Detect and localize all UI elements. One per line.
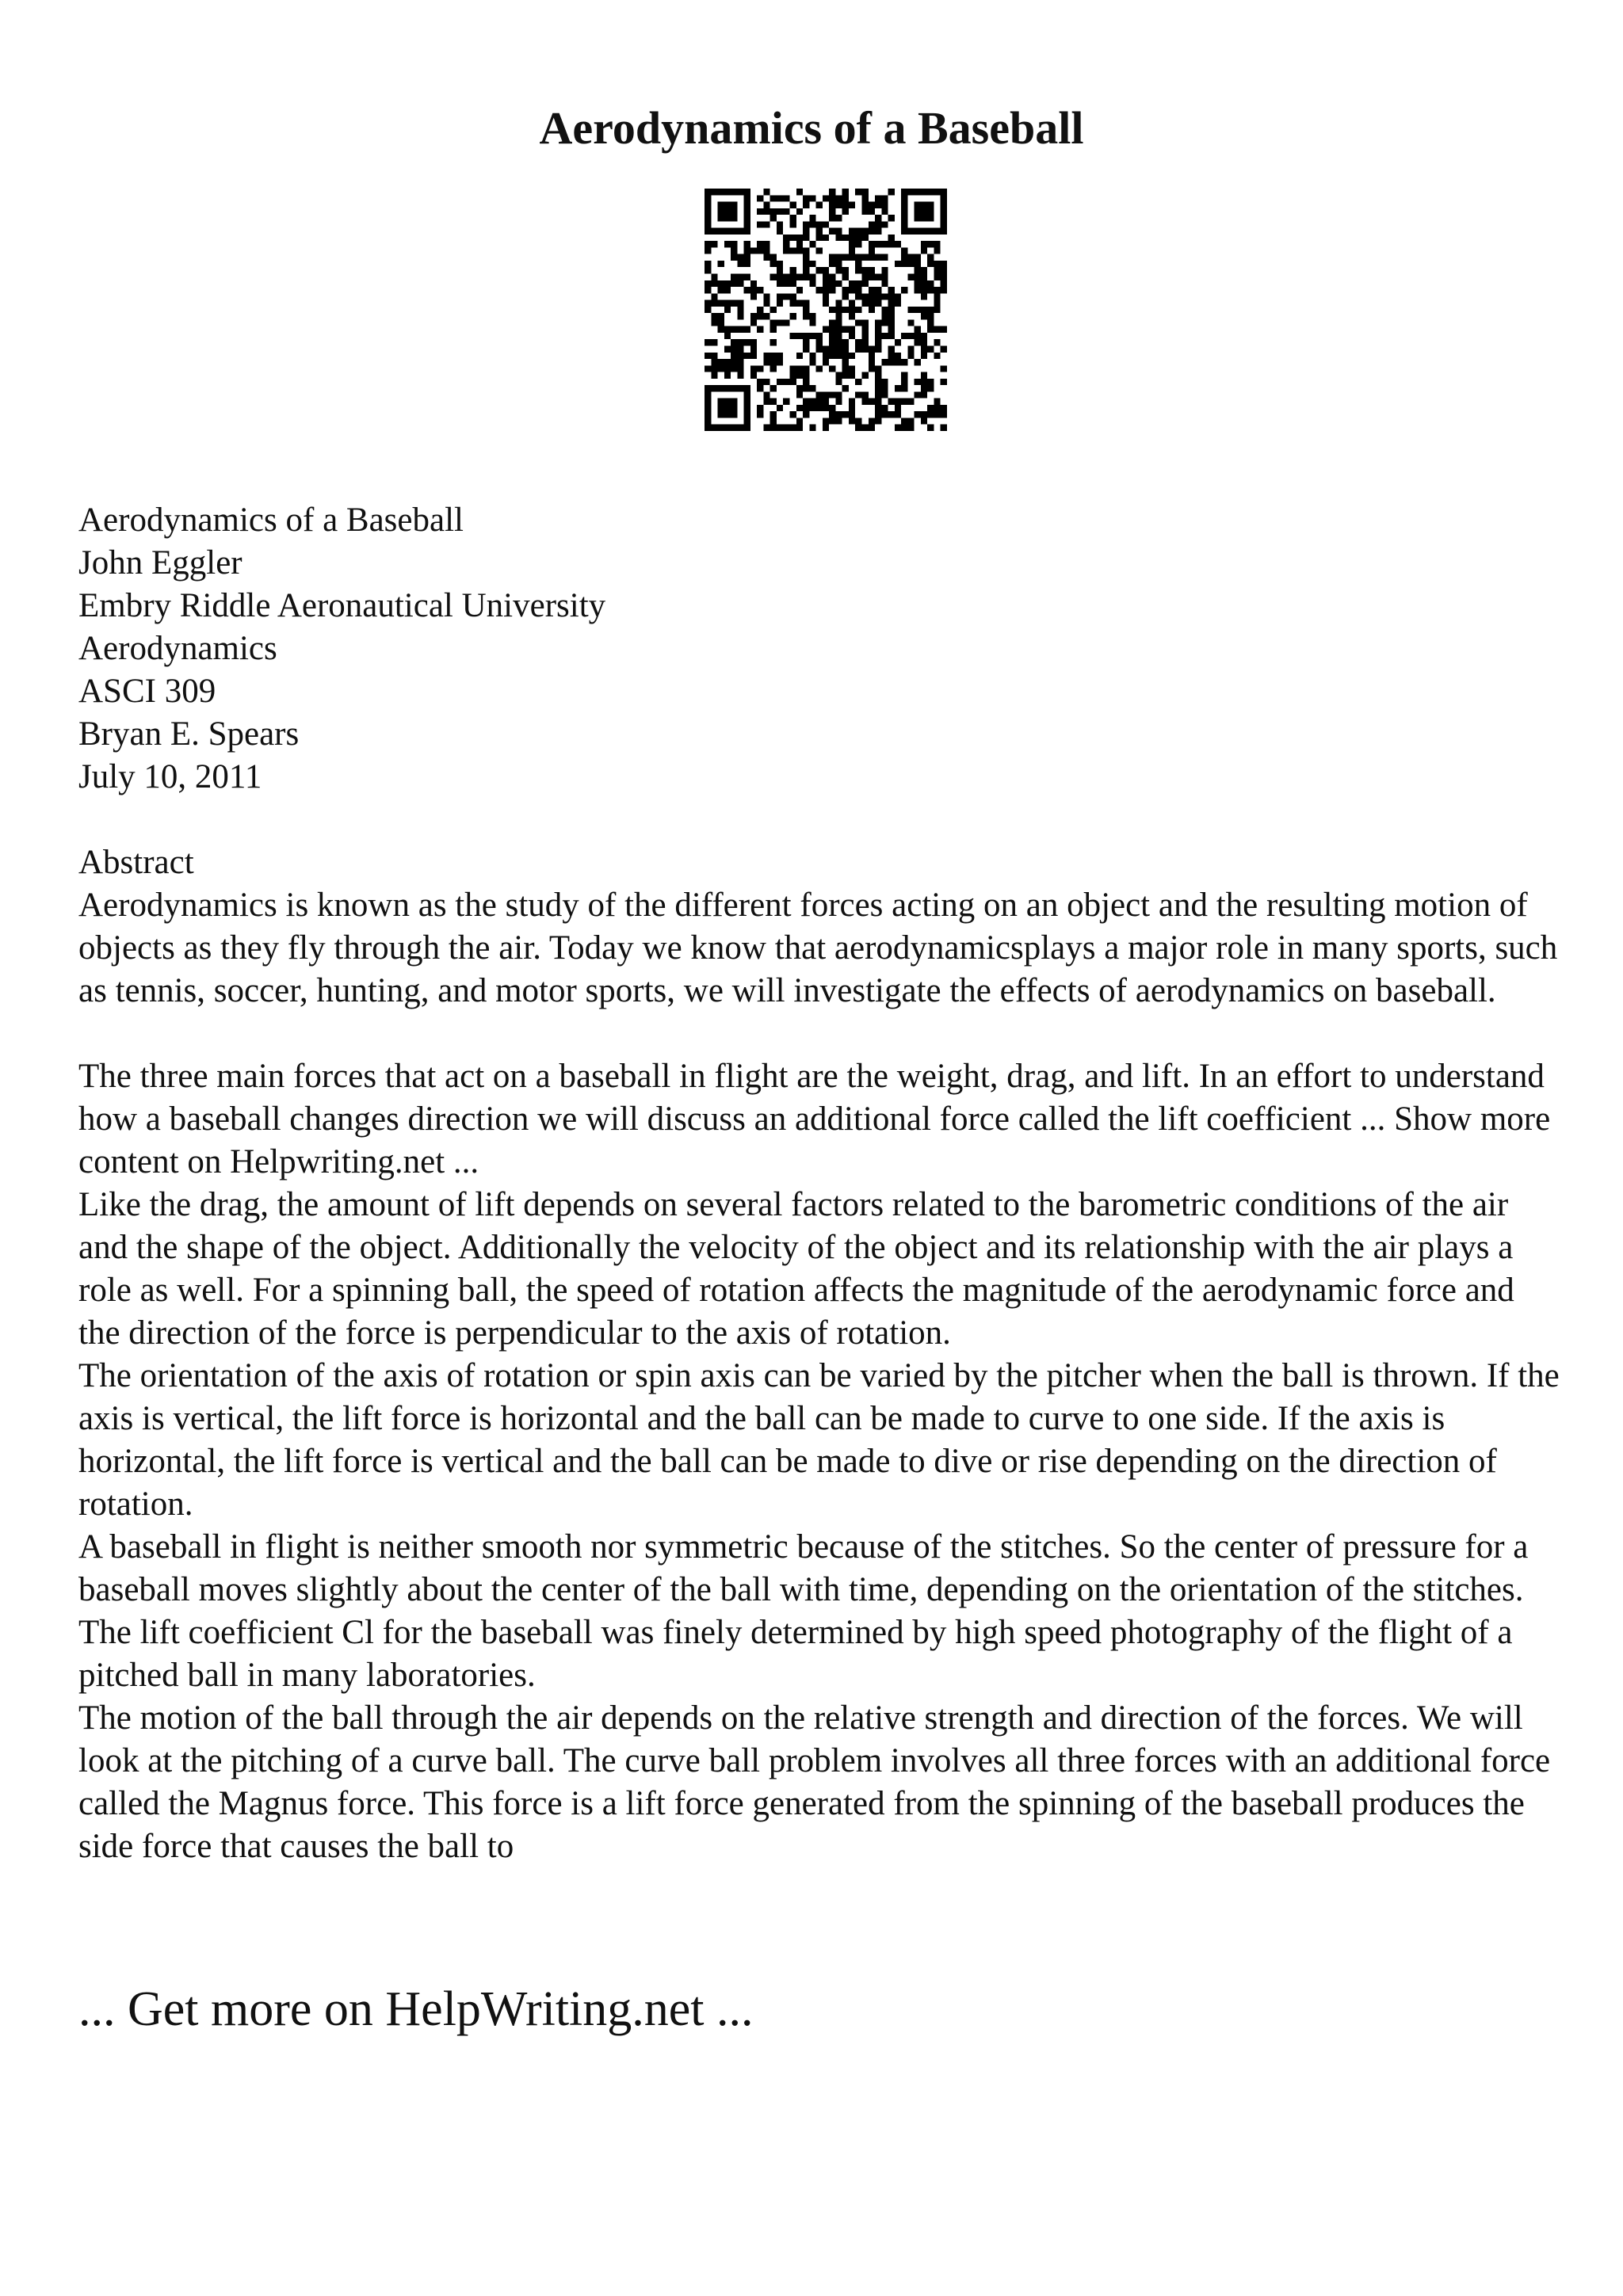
header-title-line: Aerodynamics of a Baseball	[78, 502, 464, 539]
body-section	[78, 1055, 1560, 1868]
body-paragraph: The three main forces that act on a baseball in flight are the weight, drag, and lift. In an effort to understand how a baseball changes direction we will discuss an additional force called the lift coefficient ... Show more content on Helpwriting.net ...	[78, 1058, 1551, 1180]
subject-line: Aerodynamics	[78, 630, 277, 667]
body-paragraph: The orientation of the axis of rotation or spin axis can be varied by the pitcher when the ball is thrown. If the axis is vertical, the lift force is horizontal and the ball can be made to curve to one side. If the axis is horizontal, the lift force is vertical and the ball can be made to dive or rise depending on the direction of rotation.	[78, 1357, 1560, 1523]
university-line: Embry Riddle Aeronautical University	[78, 587, 606, 624]
date-line: July 10, 2011	[78, 758, 262, 795]
body-paragraph: The motion of the ball through the air depends on the relative strength and direction of the forces. We will look at the pitching of a curve ball. The curve ball problem involves all three forces with an additional force called the Magnus force. This force is a lift force generated from the spinning of the baseball produces the side force that causes the ball to	[78, 1699, 1551, 1865]
document-title: Aerodynamics of a Baseball	[539, 102, 1084, 154]
body-paragraph: Like the drag, the amount of lift depends on several factors related to the barometric conditions of the air and the shape of the object. Additionally the velocity of the object and its relationship with the air plays a role as well. For a spinning ball, the speed of rotation affects the magnitude of the aerodynamic force and the direction of the force is perpendicular to the axis of rotation.	[78, 1186, 1514, 1352]
abstract-paragraph: Aerodynamics is known as the study of the different forces acting on an object and the resulting motion of objects as they fly through the air. Today we know that aerodynamicsplays a major role in many sports, such as tennis, soccer, hunting, and motor sports, we will investigate the effects of aerodynamics on baseball.	[78, 887, 1558, 1009]
qr-code-icon	[705, 189, 947, 431]
abstract-heading: Abstract	[78, 844, 194, 881]
body-paragraph: A baseball in flight is neither smooth nor symmetric because of the stitches. So the center of pressure for a baseball moves slightly about the center of the ball with time, depending on the orientation of the stitches. The lift coefficient Cl for the baseball was finely determined by high speed photography of the flight of a pitched ball in many laboratories.	[78, 1528, 1529, 1694]
header-block	[78, 499, 1560, 799]
course-line: ASCI 309	[78, 673, 216, 710]
abstract-section	[78, 841, 1560, 1013]
document-body	[78, 499, 1560, 1868]
get-more-link[interactable]: ... Get more on HelpWriting.net ...	[78, 1982, 754, 2036]
instructor-line: Bryan E. Spears	[78, 715, 300, 753]
author-line: John Eggler	[78, 544, 242, 582]
